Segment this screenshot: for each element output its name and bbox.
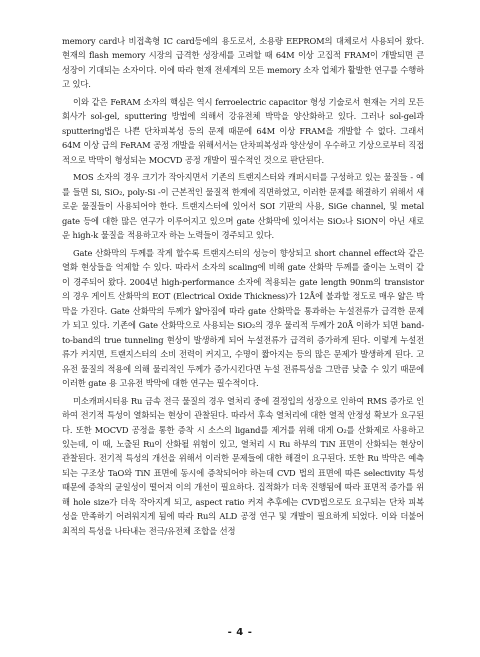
paragraph-2: 이와 같은 FeRAM 소자의 핵심은 역시 ferroelectric capacitor 형성 기술로서 현재는 거의 모든 회사가 sol-gel, sputtering 방법에 의해서 강유전체 박막을 양산화하고 있다. 그러나 sol-gel과 sputtering법은 나쁜 단차피복성 등의 문제 때문에 64M 이상 FRAM을 개발할 수 없다. 그래서 64M 이상 급의 FeRAM 공정 개발을 위해서서는 단차피복성과 양산성이 우수하고 기상으로부터 직접적으로 박막이 형성되는 MOCVD 공정 개발이 필수적인 것으로 판단된다. bbox=[62, 97, 424, 165]
paragraph-1: memory card나 비접촉형 IC card등에의 용도로서, 소용량 EEPROM의 대체로서 사용되어 왔다. 현재의 flash memory 시장의 급격한 성장세를 고려할 때 64M 이상 고집적 FRAM이 개발되면 큰 성장이 기대되는 소자이다. 이에 따라 현재 전세계의 모든 memory 소자 업체가 활발한 연구를 수행하고 있다. bbox=[62, 36, 424, 90]
page-number: - 4 - bbox=[227, 627, 253, 638]
paragraph-4: Gate 산화막의 두께를 작게 할수록 트랜지스터의 성능이 향상되고 short channel effect와 같은 열화 현상들을 억제할 수 있다. 따라서 소자의 scaling에 비해 gate 산화막 두께를 줄이는 노력이 같이 경주되어 왔다. 2004년 high-performance 소자에 적용되는 gate length 90nm의 transistor의 경우 게이트 산화막의 EOT (Electrical Oxide Thickness)가 12Å에 불과할 정도로 매우 얇은 박막을 가진다. Gate 산화막의 두께가 얇아짐에 따라 gate 산화막을 통과하는 누설전류가 급격한 문제가 되고 있다. 기존에 Gate 산화막으로 사용되는 SiO₂의 경우 물리적 두께가 20Å 이하가 되면 band-to-band의 true tunneling 현상이 발생하게 되어 누설전류가 급격히 증가하게 된다. 이렇게 누설전류가 커지면, 트랜지스터의 소비 전력이 커지고, 수명이 짧아지는 등의 많은 문제가 발생하게 된다. 고유전 물질의 적용에 의해 물리적인 두께가 증가시킨다면 누설 전류특성을 그만큼 낮출 수 있기 때문에 이러한 gate 용 고유전 박막에 대한 연구는 필수적이다. bbox=[62, 247, 424, 388]
paragraph-3: MOS 소자의 경우 크기가 작아지면서 기존의 트랜지스터와 캐퍼시터를 구성하고 있는 물질들 - 예를 들면 Si, SiO₂, poly-Si -이 근본적인 물질적 한계에 직면하였고, 이러한 문제를 해결하기 위해서 새로운 물질들이 사용되어야 한다. 트랜지스터에 있어서 SOI 기판의 사용, SiGe channel, 및 metal gate 등에 대한 많은 연구가 이루어지고 있으며 gate 산화막에 있어서는 SiO₂나 SiON이 아닌 새로운 high-k 물질을 적용하고자 하는 노력들이 경주되고 있다. bbox=[62, 172, 424, 241]
paragraph-5: 미소캐퍼시터용 Ru 금속 전극 물질의 경우 열처리 중에 결정입의 성장으로 인하여 RMS 증가로 인하여 전기적 특성이 열화되는 현상이 관찰된다. 따라서 후속 열처리에 대한 열적 안정성 확보가 요구된다. 또한 MOCVD 공정을 통한 증착 시 소스의 ligand를 제거를 위해 대게 O₂를 산화제로 사용하고 있는데, 이 때, 노출된 Ru이 산화될 위험이 있고, 열처리 시 Ru 하부의 TiN 표면이 산화되는 현상이 관찰된다. 전기적 특성의 개선을 위해서 이러한 문제들에 대한 해결이 요구된다. 또한 Ru 박막은 예측되는 구조상 TaO와 TiN 표면에 동시에 증착되어야 하는데 CVD 법의 표면에 따른 selectivity 특성 때문에 증착의 균일성이 떨어져 이의 개선이 필요하다. 집적화가 더욱 진행됨에 따라 표면적 증가를 위해 hole size가 더욱 작아지게 되고, aspect ratio 커져 추후에는 CVD법으로도 요구되는 단차 피복성을 만족하기 어려워지게 됨에 따라 Ru의 ALD 공정 연구 및 개발이 필요하게 되었다. 이와 더불어 최적의 특성을 나타내는 전극/유전체 조합을 선정 bbox=[62, 395, 424, 536]
